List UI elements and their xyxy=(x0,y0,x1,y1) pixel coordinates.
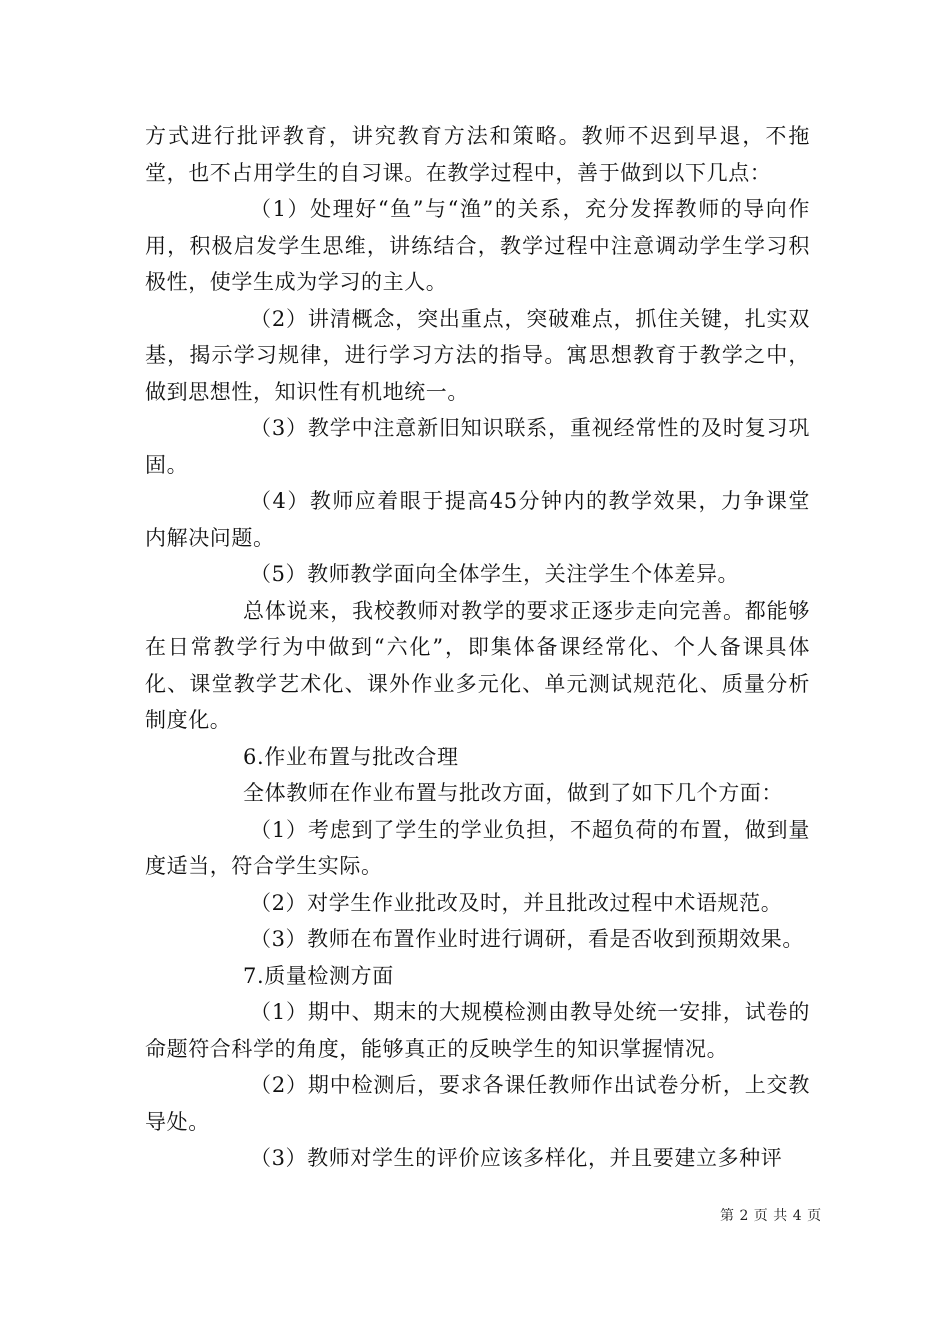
list-item: （3）教学中注意新旧知识联系，重视经常性的及时复习巩固。 xyxy=(145,416,810,477)
list-item: （1）处理好“鱼”与“渔”的关系，充分发挥教师的导向作用，积极启发学生思维，讲练结合，教学过程中注意调动学生学习积极性，使学生成为学习的主人。 xyxy=(145,197,810,294)
paragraph: 总体说来，我校教师对教学的要求正逐步走向完善。都能够在日常教学行为中做到“六化”，即集体备课经常化、个人备课具体化、课堂教学艺术化、课外作业多元化、单元测试规范化、质量分析制度化。 xyxy=(145,598,810,732)
list-item: （5）教师教学面向全体学生，关注学生个体差异。 xyxy=(250,562,740,586)
list-item: （1）考虑到了学生的学业负担，不超负荷的布置，做到量度适当，符合学生实际。 xyxy=(145,817,810,878)
list-item: （3）教师在布置作业时进行调研，看是否收到预期效果。 xyxy=(250,927,804,951)
document-body xyxy=(145,118,810,1177)
list-item: （1）期中、期末的大规模检测由教导处统一安排，试卷的命题符合科学的角度，能够真正的反映学生的知识掌握情况。 xyxy=(145,1000,810,1061)
list-item: （2）期中检测后，要求各课任教师作出试卷分析，上交教导处。 xyxy=(145,1073,810,1134)
list-item: （4）教师应着眼于提高45分钟内的教学效果，力争课堂内解决问题。 xyxy=(145,489,810,550)
section-heading: 6.作业布置与批改合理 xyxy=(243,744,459,769)
paragraph: 全体教师在作业布置与批改方面，做到了如下几个方面： xyxy=(243,781,783,805)
page-number: 第 2 页 共 4 页 xyxy=(720,1208,822,1224)
list-item: （2）对学生作业批改及时，并且批改过程中术语规范。 xyxy=(250,890,783,915)
list-item: （2）讲清概念，突出重点，突破难点，抓住关键，扎实双基，揭示学习规律，进行学习方法的指导。寓思想教育于教学之中，做到思想性，知识性有机地统一。 xyxy=(145,306,810,404)
section-heading: 7.质量检测方面 xyxy=(243,963,394,988)
list-item: （3）教师对学生的评价应该多样化，并且要建立多种评 xyxy=(250,1146,783,1170)
paragraph: 方式进行批评教育，讲究教育方法和策略。教师不迟到早退，不拖堂，也不占用学生的自习课。在教学过程中，善于做到以下几点： xyxy=(145,124,810,185)
